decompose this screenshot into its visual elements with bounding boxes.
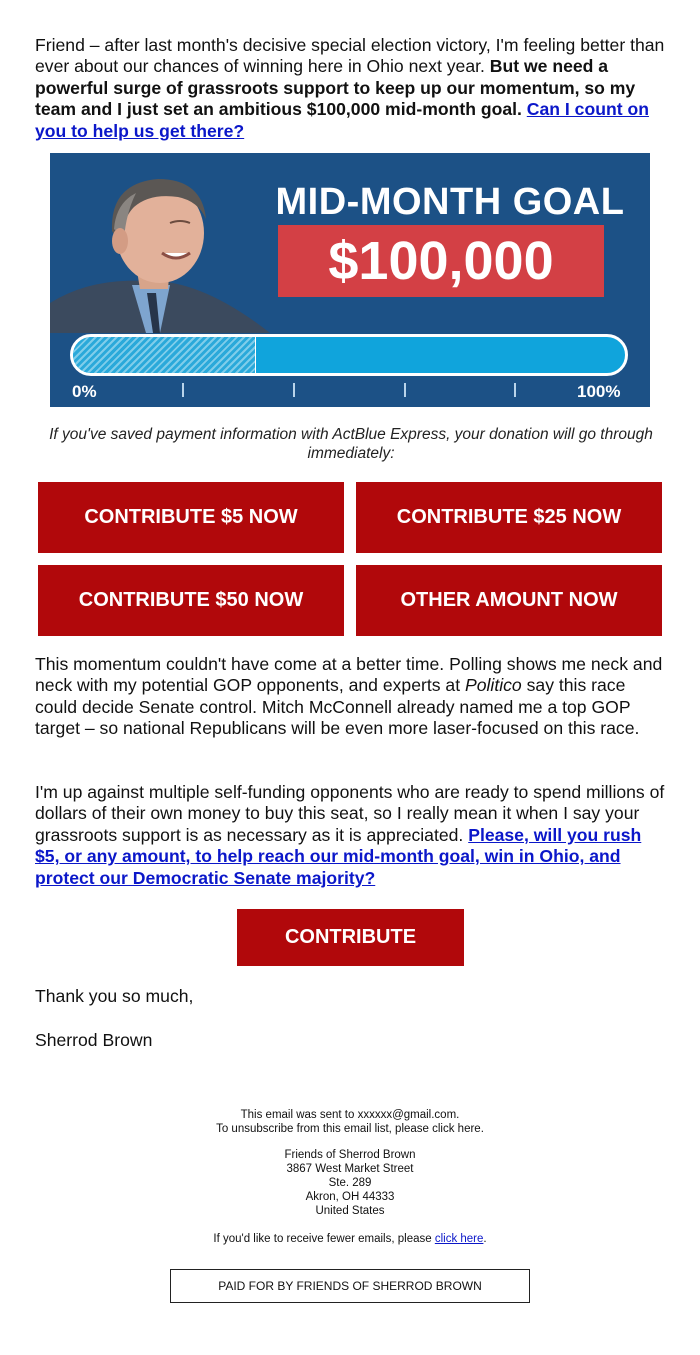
signature: Sherrod Brown <box>35 1030 153 1050</box>
opponents-paragraph <box>35 782 667 889</box>
candidate-photo <box>50 153 270 333</box>
suite: Ste. 289 <box>328 1177 372 1189</box>
fewer-emails-line <box>0 1232 700 1246</box>
country: United States <box>315 1205 385 1217</box>
goal-progress-bar <box>70 334 628 376</box>
progress-start-label: 0% <box>72 382 97 401</box>
actblue-express-note: If you've saved payment information with ActBlue Express, your donation will go through immediately: <box>49 426 653 462</box>
goal-title: MID-MONTH GOAL <box>275 181 625 223</box>
paid-for-disclaimer: PAID FOR BY FRIENDS OF SHERROD BROWN <box>170 1269 530 1303</box>
org-name: Friends of Sherrod Brown <box>284 1149 416 1161</box>
progress-tick <box>514 383 516 397</box>
progress-tick <box>404 383 406 397</box>
momentum-text-2: say this race could decide Senate control. Mitch McConnell already named me a top GOP target – so national Republicans will be even more laser-focused on this race. <box>35 675 640 739</box>
unsubscribe-text[interactable]: To unsubscribe from this email list, please click here. <box>216 1123 484 1135</box>
intro-bold-text: But we need a powerful surge of grassroots support to keep up our momentum, so my team and I just set an ambitious $100,000 mid-month goal. <box>35 56 636 120</box>
footer-email-info <box>0 1108 700 1136</box>
fewer-emails-period: . <box>483 1233 487 1245</box>
contribute-50-button[interactable]: CONTRIBUTE $50 NOW <box>38 565 344 636</box>
fewer-emails-text: If you'd like to receive fewer emails, please <box>213 1233 435 1245</box>
goal-progress-fill <box>73 337 256 373</box>
opponents-text: I'm up against multiple self-funding opponents who are ready to spend millions of dollars of their own money to buy this seat, so I really mean it when I say your grassroots support is as necessary as it is appreciated. <box>35 782 665 845</box>
intro-text: Friend – after last month's decisive special election victory, I'm feeling better than ever about our chances of winning here in Ohio next year. <box>35 35 665 77</box>
fewer-emails-link[interactable]: click here <box>434 1233 484 1245</box>
city: Akron, OH 44333 <box>305 1191 395 1203</box>
footer-address <box>0 1148 700 1218</box>
street: 3867 West Market Street <box>286 1163 414 1175</box>
mid-month-goal-banner[interactable] <box>50 153 650 407</box>
goal-amount: $100,000 <box>278 225 604 297</box>
contribute-button[interactable]: CONTRIBUTE <box>237 909 464 966</box>
progress-end-label: 100% <box>577 382 621 401</box>
momentum-paragraph <box>35 654 667 740</box>
progress-tick <box>293 383 295 397</box>
other-amount-button[interactable]: OTHER AMOUNT NOW <box>356 565 662 636</box>
progress-tick <box>182 383 184 397</box>
momentum-text-1: This momentum couldn't have come at a better time. Polling shows me neck and neck with my potential GOP opponents, and experts at <box>35 654 663 696</box>
closing-thanks: Thank you so much, <box>35 986 194 1006</box>
sent-to-text: This email was sent to xxxxxx@gmail.com. <box>240 1109 460 1121</box>
rush-donation-link[interactable]: Please, will you rush $5, or any amount, to help reach our mid-month goal, win in Ohio, and protect our Democratic Senate majority? <box>35 824 642 888</box>
contribute-5-button[interactable]: CONTRIBUTE $5 NOW <box>38 482 344 553</box>
politico-text: Politico <box>465 675 522 696</box>
contribute-25-button[interactable]: CONTRIBUTE $25 NOW <box>356 482 662 553</box>
intro-paragraph <box>35 35 667 142</box>
intro-donate-link[interactable]: Can I count on you to help us get there? <box>35 99 649 141</box>
